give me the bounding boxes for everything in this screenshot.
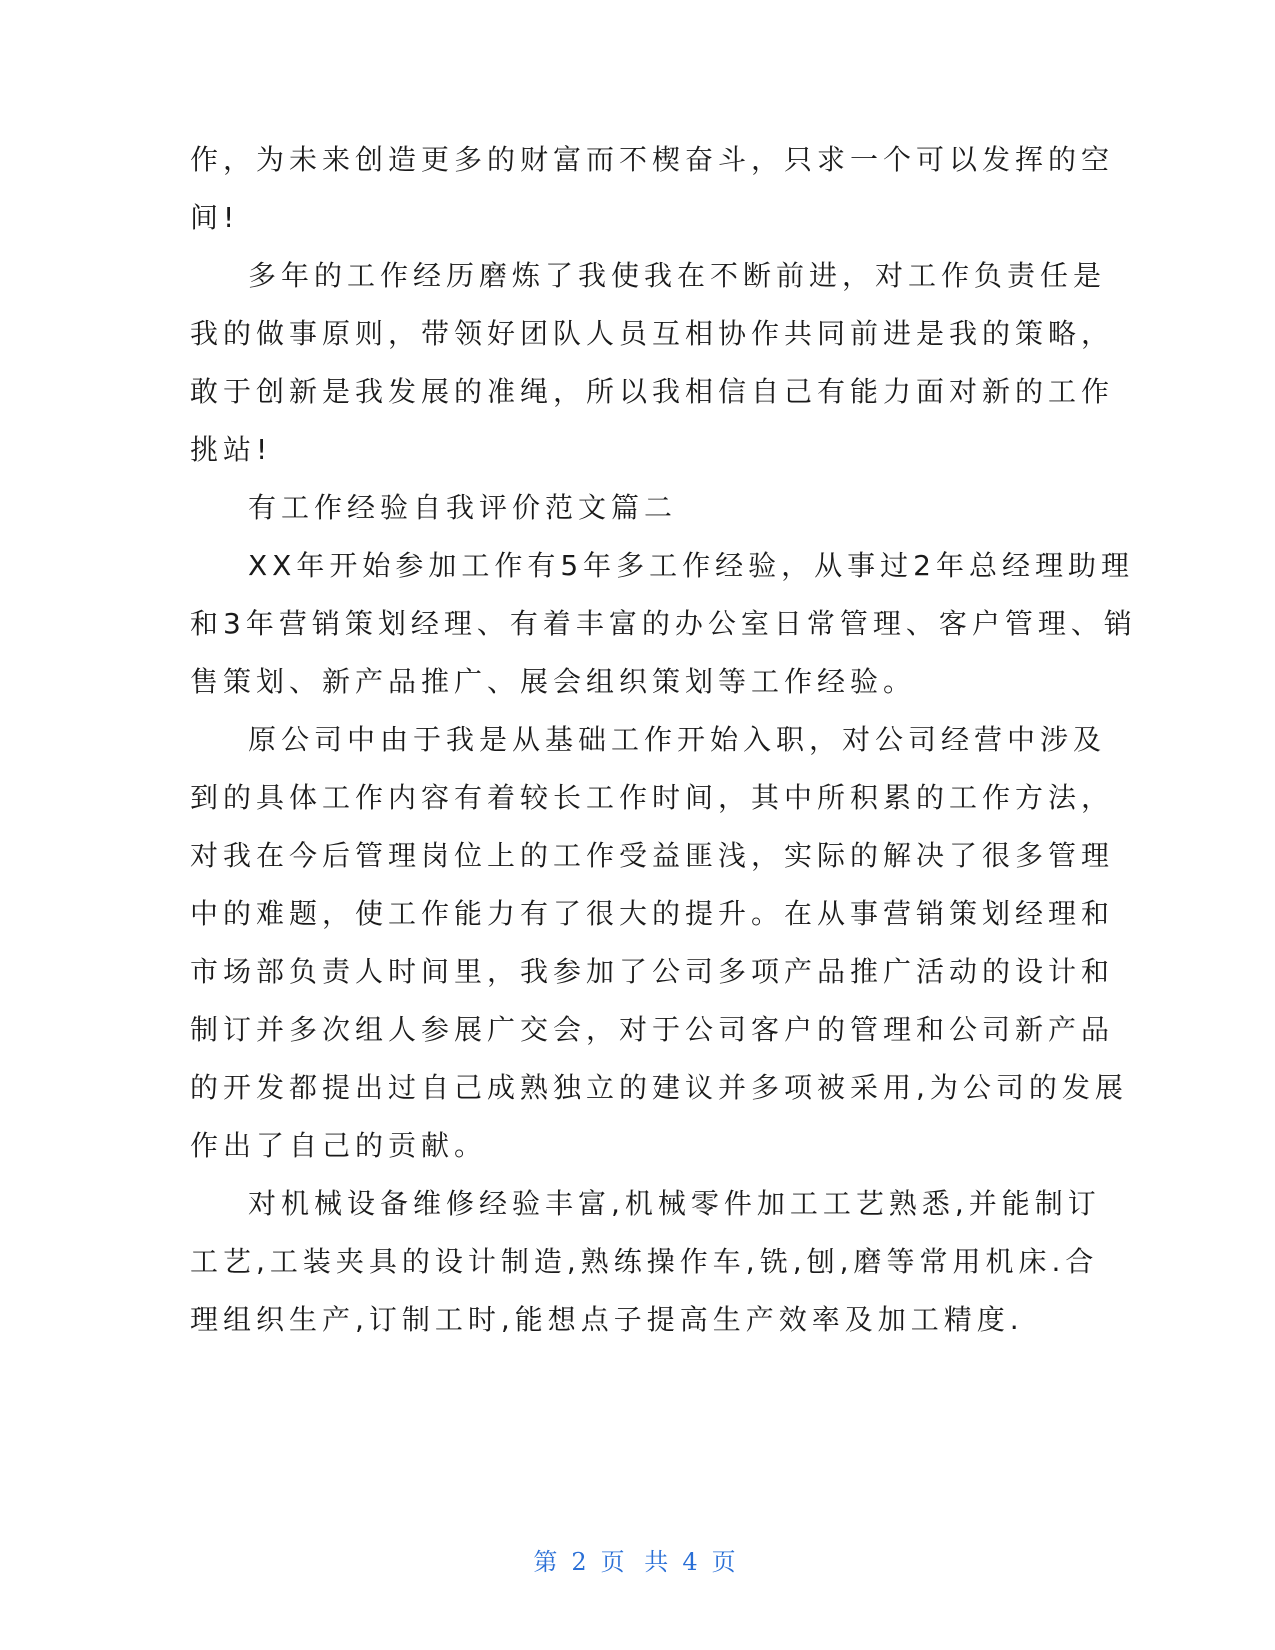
- text-line: 制订并多次组人参展广交会，对于公司客户的管理和公司新产品: [190, 1013, 1115, 1046]
- footer-prefix: 第: [533, 1548, 564, 1576]
- text-line: 作，为未来创造更多的财富而不楔奋斗，只求一个可以发挥的空: [190, 143, 1115, 176]
- footer-middle: 页 共: [600, 1548, 675, 1576]
- paragraph-start: 对机械设备维修经验丰富,机械零件加工工艺熟悉,并能制订: [248, 1187, 1101, 1220]
- text-line: 售策划、新产品推广、展会组织策划等工作经验。: [190, 665, 917, 698]
- total-page-count: 4: [682, 1548, 704, 1576]
- text-line: 对我在今后管理岗位上的工作受益匪浅，实际的解决了很多管理: [190, 839, 1115, 872]
- text-line: 工艺,工装夹具的设计制造,熟练操作车,铣,刨,磨等常用机床.合: [190, 1245, 1099, 1278]
- text-line: 挑站!: [190, 433, 273, 466]
- current-page-number: 2: [571, 1548, 593, 1576]
- text-line: 市场部负责人时间里，我参加了公司多项产品推广活动的设计和: [190, 955, 1115, 988]
- text-line: 我的做事原则，带领好团队人员互相协作共同前进是我的策略，: [190, 317, 1115, 350]
- text-line: 到的具体工作内容有着较长工作时间，其中所积累的工作方法，: [190, 781, 1115, 814]
- footer-suffix: 页: [711, 1548, 742, 1576]
- paragraph-start: XX年开始参加工作有5年多工作经验，从事过2年总经理助理: [248, 549, 1134, 582]
- section-heading: 有工作经验自我评价范文篇二: [248, 491, 678, 524]
- text-line: 间!: [190, 201, 240, 234]
- paragraph-start: 多年的工作经历磨炼了我使我在不断前进，对工作负责任是: [248, 259, 1107, 292]
- text-line: 理组织生产,订制工时,能想点子提高生产效率及加工精度.: [190, 1303, 1024, 1336]
- text-line: 和3年营销策划经理、有着丰富的办公室日常管理、客户管理、销: [190, 607, 1137, 640]
- text-line: 敢于创新是我发展的准绳，所以我相信自己有能力面对新的工作: [190, 375, 1115, 408]
- text-line: 作出了自己的贡献。: [190, 1129, 488, 1162]
- paragraph-start: 原公司中由于我是从基础工作开始入职，对公司经营中涉及: [248, 723, 1107, 756]
- text-line: 中的难题，使工作能力有了很大的提升。在从事营销策划经理和: [190, 897, 1115, 930]
- page-number-footer: [0, 1546, 1275, 1578]
- text-line: 的开发都提出过自己成熟独立的建议并多项被采用,为公司的发展: [190, 1071, 1128, 1104]
